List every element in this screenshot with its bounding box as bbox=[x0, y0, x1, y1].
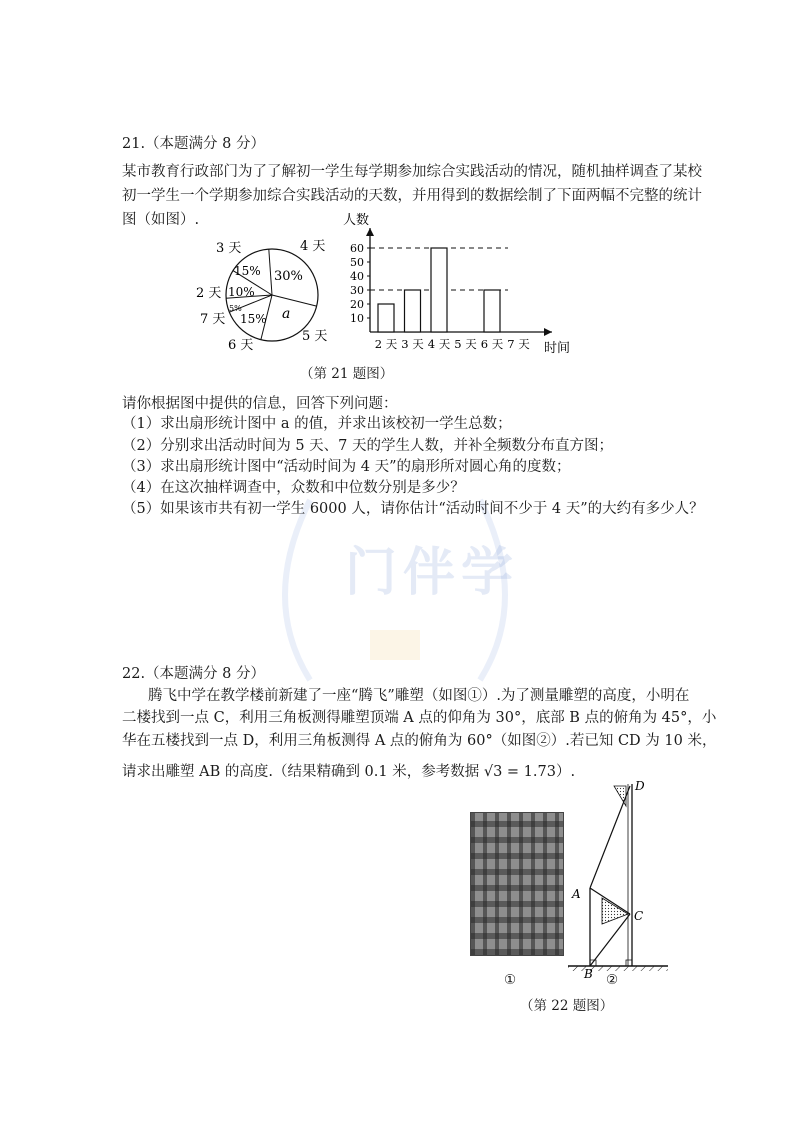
bar-ytick-label-50: 50 bbox=[350, 256, 364, 269]
pie-label-5-days: 5 天 bbox=[302, 329, 328, 344]
q22-text-line-2: 二楼找到一点 C，利用三角板测得雕塑顶端 A 点的仰角为 30°，底部 B 点的俯角为 45°，小 bbox=[122, 710, 717, 726]
pie-slice-4-days: 30% bbox=[274, 269, 303, 284]
q21-figure-caption: （第 21 题图） bbox=[300, 366, 394, 382]
q22-text-line-4: 请求出雕塑 AB 的高度.（结果精确到 0.1 米，参考数据 √3 = 1.73）. bbox=[122, 764, 576, 780]
bar-category-label-7-days: 7 天 bbox=[507, 337, 530, 351]
q22-text-line-1: 腾飞中学在教学楼前新建了一座“腾飞”雕塑（如图①）.为了测量雕塑的高度，小明在 bbox=[148, 688, 690, 704]
q22-figure-caption: （第 22 题图） bbox=[520, 998, 614, 1014]
q21-question-5: （5）如果该市共有初一学生 6000 人，请你估计“活动时间不少于 4 天”的大约有多少人？ bbox=[122, 501, 704, 517]
bar-ytick-label-30: 30 bbox=[350, 284, 364, 297]
point-A: A bbox=[572, 887, 581, 901]
sculpture-photo bbox=[470, 812, 564, 956]
pie-slice-2-days: 10% bbox=[228, 285, 255, 299]
pie-slice-5-days: a bbox=[282, 306, 291, 322]
pie-slice-6-days: 15% bbox=[240, 312, 267, 326]
pie-label-3-days: 3 天 bbox=[216, 241, 242, 256]
q21-question-3: （3）求出扇形统计图中“活动时间为 4 天”的扇形所对圆心角的度数； bbox=[122, 459, 571, 475]
q21-question-1: （1）求出扇形统计图中 a 的值，并求出该校初一学生总数； bbox=[122, 416, 512, 432]
pie-slice-boundary-4-days bbox=[269, 249, 272, 295]
bar-ytick-label-60: 60 bbox=[350, 242, 364, 255]
bar-xlabel: 时间 bbox=[544, 341, 571, 356]
bar-ylabel: 人数 bbox=[343, 213, 370, 228]
point-C: C bbox=[634, 909, 644, 923]
pie-label-7-days: 7 天 bbox=[200, 312, 226, 327]
point-D: D bbox=[635, 779, 645, 793]
bar-ytick-label-20: 20 bbox=[350, 298, 364, 311]
bar-ytick-label-10: 10 bbox=[350, 312, 364, 325]
figure-label-2: ② bbox=[606, 972, 619, 988]
q21-heading: 21.（本题满分 8 分） bbox=[122, 136, 266, 152]
q21-question-4: （4）在这次抽样调查中，众数和中位数分别是多少？ bbox=[122, 480, 465, 496]
pie-label-2-days: 2 天 bbox=[196, 286, 222, 301]
bar-y-axis-arrow bbox=[366, 228, 374, 236]
point-B: B bbox=[584, 967, 593, 978]
watermark-text: 门伴学 bbox=[345, 543, 520, 603]
geometry-diagram bbox=[562, 778, 672, 978]
bar-4-days bbox=[431, 248, 447, 332]
pie-slice-boundary-5-days bbox=[272, 295, 317, 306]
bar-category-label-6-days: 6 天 bbox=[480, 337, 504, 351]
bar-6-days bbox=[484, 290, 500, 332]
figure-label-1: ① bbox=[504, 972, 517, 988]
pie-slice-7-days: 5% bbox=[229, 304, 242, 313]
q21-prompt: 请你根据图中提供的信息，回答下列问题： bbox=[122, 396, 398, 412]
bar-category-label-2-days: 2 天 bbox=[374, 337, 398, 351]
q22-text-line-3: 华在五楼找到一点 D，利用三角板测得 A 点的俯角为 60°（如图②）.若已知 CD 为 10 米， bbox=[122, 733, 717, 749]
pie-slice-3-days: 15% bbox=[234, 264, 261, 278]
q21-intro-line-2: 初一学生一个学期参加综合实践活动的天数，并用得到的数据绘制了下面两幅不完整的统计 bbox=[122, 188, 702, 204]
q21-intro-line-1: 某市教育行政部门为了了解初一学生每学期参加综合实践活动的情况，随机抽样调查了某校 bbox=[122, 164, 702, 180]
bar-category-label-5-days: 5 天 bbox=[454, 337, 477, 351]
bar-x-axis-arrow bbox=[544, 328, 552, 336]
pie-label-4-days: 4 天 bbox=[300, 239, 326, 254]
q21-question-2: （2）分别求出活动时间为 5 天、7 天的学生人数，并补全频数分布直方图； bbox=[122, 438, 614, 454]
bar-2-days bbox=[378, 304, 394, 332]
q21-intro-line-3: 图（如图）. bbox=[122, 212, 200, 228]
pie-chart bbox=[190, 232, 340, 362]
bar-category-label-3-days: 3 天 bbox=[401, 337, 424, 351]
q22-heading: 22.（本题满分 8 分） bbox=[122, 666, 266, 682]
pie-label-6-days: 6 天 bbox=[228, 338, 254, 353]
bar-3-days bbox=[405, 290, 421, 332]
bar-chart bbox=[340, 210, 580, 358]
bar-ytick-label-40: 40 bbox=[350, 270, 364, 283]
bar-category-label-4-days: 4 天 bbox=[427, 337, 451, 351]
